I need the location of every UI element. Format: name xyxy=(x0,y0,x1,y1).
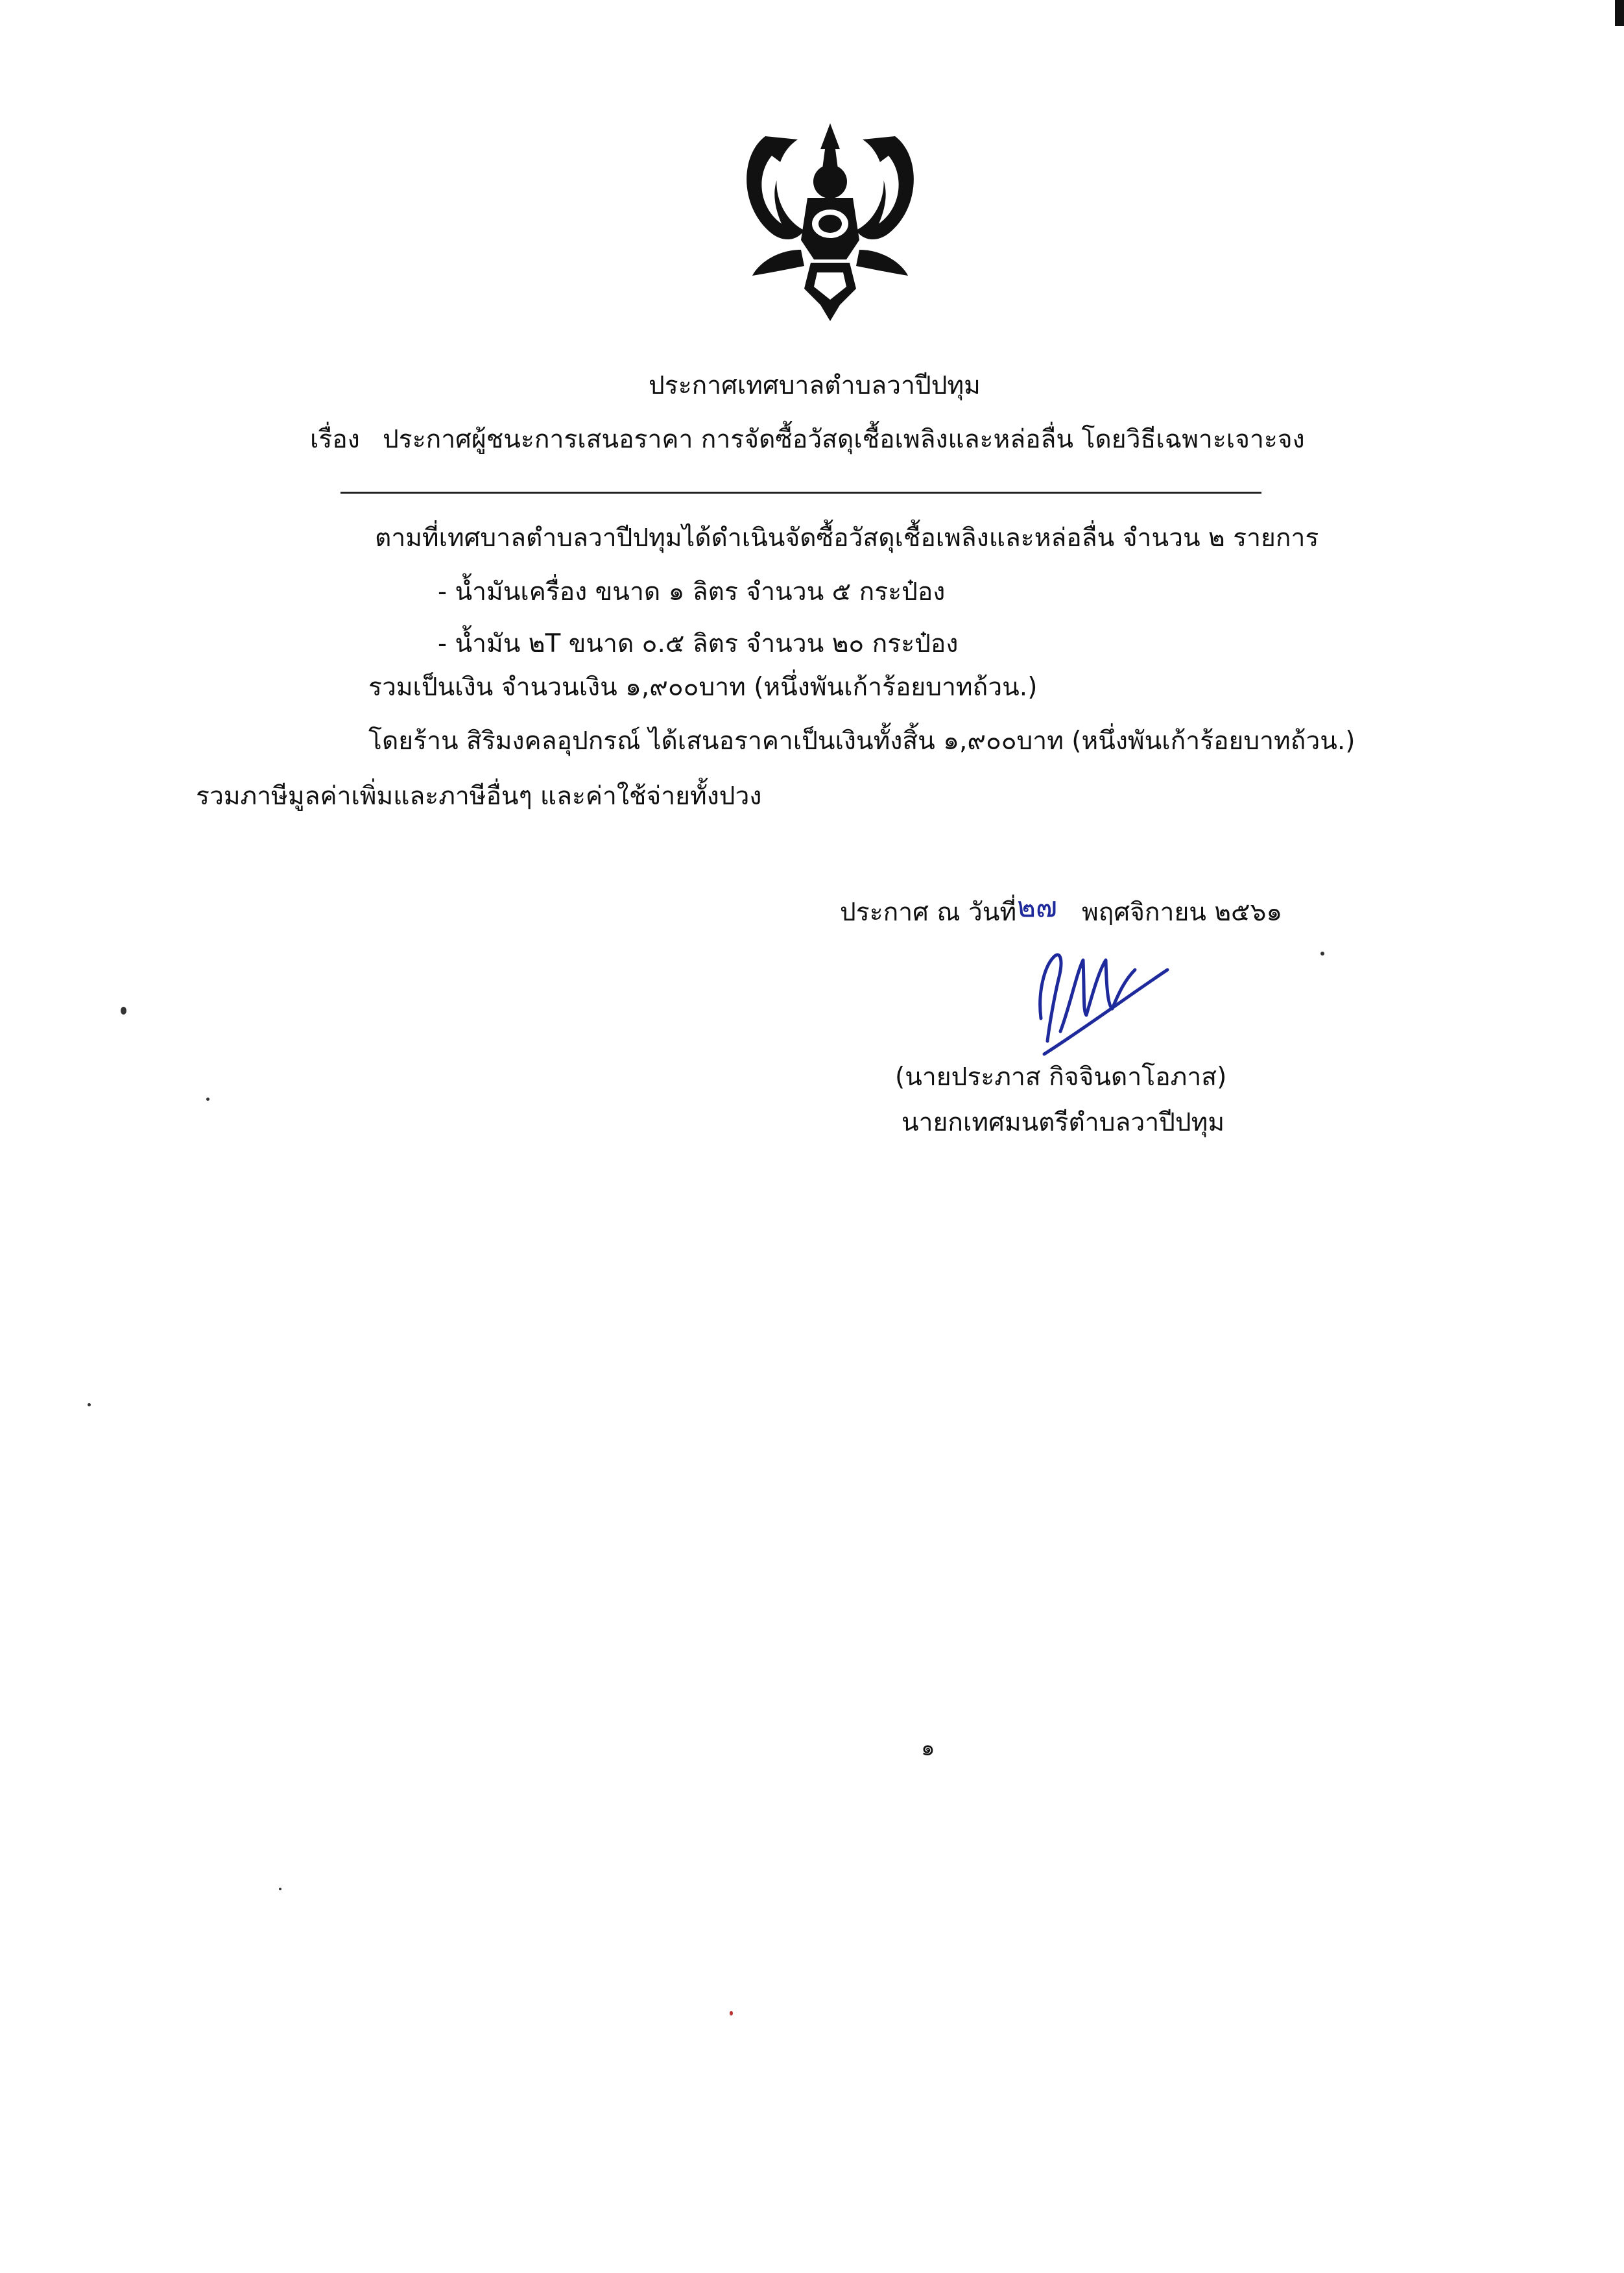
org-title: ประกาศเทศบาลตำบลวาปีปทุม xyxy=(649,371,981,400)
date-day-handwritten: ๒๗ xyxy=(1017,891,1058,924)
date-prefix: ประกาศ ณ วันที่ xyxy=(840,898,1017,927)
signer-title: นายกเทศมนตรีตำบลวาปีปทุม xyxy=(902,1108,1225,1137)
scan-speck xyxy=(730,2011,733,2015)
list-item: - น้ำมัน ๒T ขนาด ๐.๕ ลิตร จำนวน ๒๐ กระป๋อง xyxy=(438,629,959,658)
list-item: - น้ำมันเครื่อง ขนาด ๑ ลิตร จำนวน ๕ กระป๋อง xyxy=(438,577,946,607)
subject-label: เรื่อง xyxy=(310,425,360,454)
date-rest: พฤศจิกายน ๒๕๖๑ xyxy=(1082,898,1283,927)
tax-note: รวมภาษีมูลค่าเพิ่มและภาษีอื่นๆ และค่าใช้จ่ายทั้งปวง xyxy=(196,782,762,811)
signature-mark xyxy=(986,934,1180,1064)
scan-speck xyxy=(279,1888,281,1890)
scan-speck xyxy=(121,1007,126,1015)
signer-name: (นายประภาส กิจจินดาโอภาส) xyxy=(895,1063,1227,1092)
scan-speck xyxy=(206,1098,209,1101)
page-mark: ๑ xyxy=(921,1735,935,1761)
winner-statement: โดยร้าน สิริมงคลอุปกรณ์ ได้เสนอราคาเป็นเงินทั้งสิ้น ๑,๙๐๐บาท (หนึ่งพันเก้าร้อยบาทถ้วน.) xyxy=(368,727,1355,756)
header-divider xyxy=(340,492,1261,494)
garuda-emblem-icon xyxy=(726,110,934,324)
scan-edge-mark xyxy=(1615,0,1624,26)
total-amount: รวมเป็นเงิน จำนวนเงิน ๑,๙๐๐บาท (หนึ่งพันเก้าร้อยบาทถ้วน.) xyxy=(368,673,1038,702)
scan-speck xyxy=(88,1403,91,1406)
subject-text: ประกาศผู้ชนะการเสนอราคา การจัดซื้อวัสดุเชื้อเพลิงและหล่อลื่น โดยวิธีเฉพาะเจาะจง xyxy=(383,425,1305,454)
intro-paragraph: ตามที่เทศบาลตำบลวาปีปทุมได้ดำเนินจัดซื้อวัสดุเชื้อเพลิงและหล่อลื่น จำนวน ๒ รายการ xyxy=(375,523,1319,553)
scan-speck xyxy=(1320,952,1324,956)
